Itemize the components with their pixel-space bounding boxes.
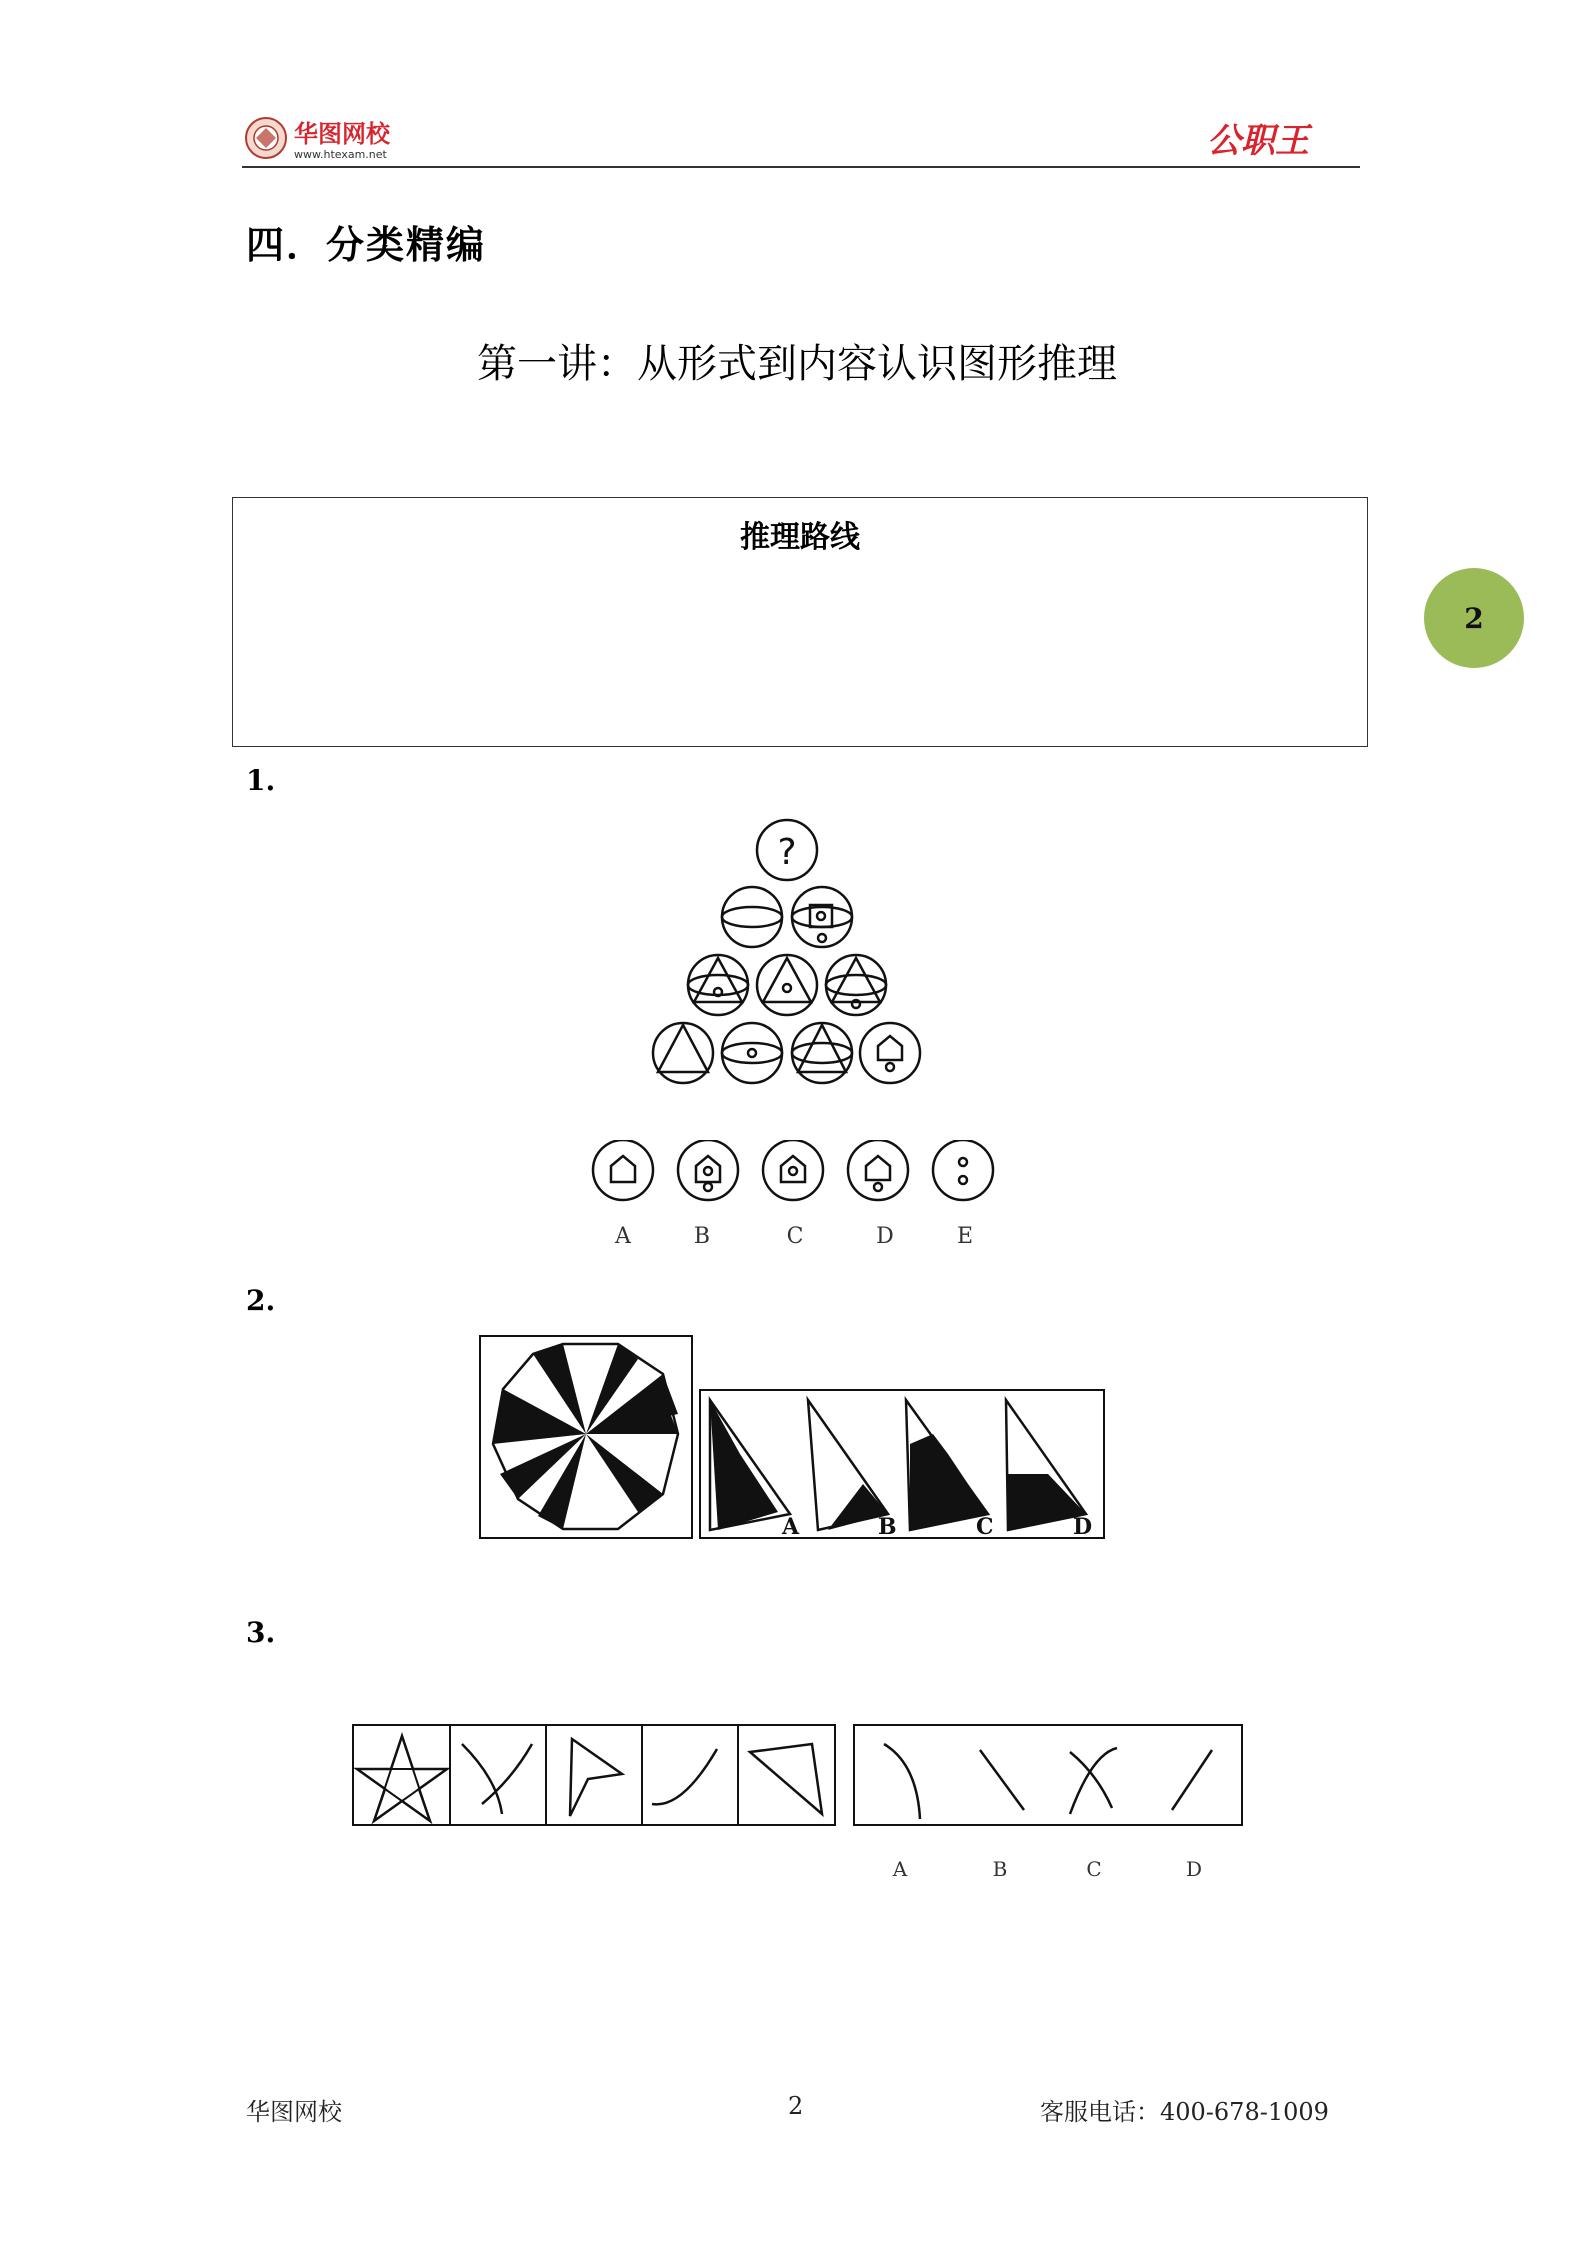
question-1-options	[580, 1140, 1000, 1260]
section-title: 四．分类精编	[246, 222, 487, 267]
q1-figure-cell	[722, 1023, 782, 1083]
footer-phone: 客服电话：400-678-1009	[1040, 2098, 1329, 2126]
q3-option-c	[1070, 1748, 1117, 1814]
q2-label-d: D	[1073, 1514, 1093, 1540]
footer-page-number: 2	[788, 2092, 804, 2120]
q1-option-a	[593, 1140, 653, 1200]
question-2-number: 2.	[246, 1284, 276, 1317]
q1-option-e	[933, 1140, 993, 1200]
lecture-title: 第一讲：从形式到内容认识图形推理	[477, 341, 1117, 387]
q1-figure-cell	[653, 1023, 713, 1083]
q1-label-e: E	[956, 1224, 974, 1249]
q1-option-c	[763, 1140, 823, 1200]
q1-question-mark: ?	[777, 832, 797, 873]
q1-label-d: D	[876, 1224, 894, 1249]
q1-figure-cell	[722, 887, 782, 947]
q2-label-c: C	[976, 1514, 994, 1540]
svg-text:www.htexam.net: www.htexam.net	[294, 148, 387, 161]
question-1-number: 1.	[246, 764, 276, 797]
header-divider	[242, 166, 1360, 168]
q3-option-d	[1172, 1750, 1212, 1810]
route-heading: 推理路线	[740, 520, 860, 555]
q3-options-box	[854, 1725, 1242, 1825]
page-number-badge: 2	[1424, 568, 1524, 668]
q1-figure-cell	[792, 887, 852, 947]
q2-label-a: A	[782, 1514, 800, 1540]
q1-label-b: B	[693, 1224, 711, 1249]
q1-figure-cell	[792, 1023, 852, 1083]
q1-figure-cell	[826, 955, 886, 1015]
huatu-logo	[244, 112, 444, 164]
q3-label-b: B	[992, 1857, 1008, 1881]
reasoning-route-box	[232, 497, 1368, 747]
svg-text:华图网校: 华图网校	[294, 120, 390, 148]
q3-option-b	[980, 1750, 1024, 1810]
q1-label-a: A	[615, 1224, 631, 1249]
footer-brand: 华图网校	[246, 2098, 342, 2126]
question-3-figure	[352, 1724, 1244, 1884]
q1-label-c: C	[786, 1224, 804, 1249]
gongzhiwang-logo	[1205, 112, 1345, 164]
q3-option-a	[884, 1744, 920, 1819]
question-2-figure	[478, 1334, 1106, 1540]
question-3-number: 3.	[246, 1616, 276, 1649]
svg-text:公职王: 公职王	[1207, 121, 1309, 161]
q1-figure-cell	[688, 955, 748, 1015]
q3-label-c: C	[1086, 1857, 1102, 1881]
q1-figure-cell	[860, 1023, 920, 1083]
q3-label-d: D	[1185, 1857, 1203, 1881]
q3-label-a: A	[892, 1857, 908, 1881]
q2-label-b: B	[878, 1514, 897, 1540]
